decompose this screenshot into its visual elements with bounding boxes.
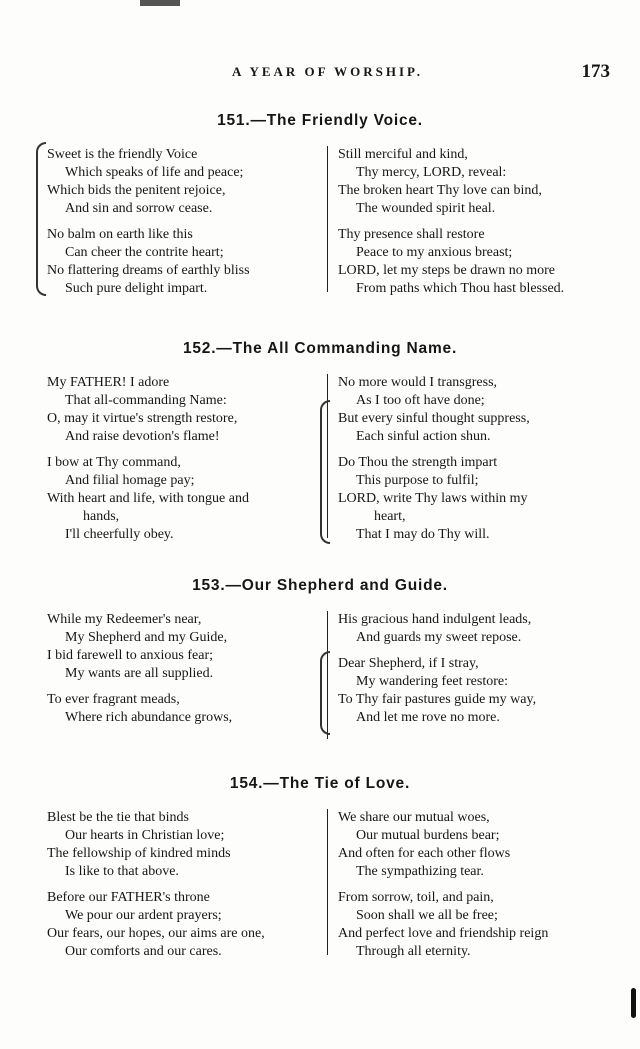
verse-line: With heart and life, with tongue and bbox=[47, 491, 249, 506]
ink-mark bbox=[631, 988, 636, 1018]
verse-line: And perfect love and friendship reign bbox=[338, 926, 549, 941]
column-divider bbox=[327, 809, 328, 955]
verse-line: O, may it virtue's strength restore, bbox=[47, 411, 238, 426]
verse-line: Dear Shepherd, if I stray, bbox=[338, 656, 479, 671]
verse-line: And often for each other flows bbox=[338, 846, 511, 861]
right-column bbox=[338, 374, 613, 544]
right-column bbox=[338, 146, 613, 298]
right-column bbox=[338, 611, 613, 727]
verse-line: To ever fragrant meads, bbox=[47, 692, 180, 707]
verse-line: Is like to that above. bbox=[65, 864, 179, 879]
verse-line: And raise devotion's flame! bbox=[65, 429, 220, 444]
verse-line: Sweet is the friendly Voice bbox=[47, 147, 198, 162]
verse-line: I bow at Thy command, bbox=[47, 455, 181, 470]
margin-bracket bbox=[36, 142, 46, 296]
verse-line: No balm on earth like this bbox=[47, 227, 193, 242]
verse-line: Which speaks of life and peace; bbox=[65, 165, 244, 180]
verse-line: While my Redeemer's near, bbox=[47, 612, 202, 627]
page-header bbox=[0, 61, 640, 88]
verse-line: To Thy fair pastures guide my way, bbox=[338, 692, 537, 707]
top-rule bbox=[140, 0, 180, 6]
verse-line: My wandering feet restore: bbox=[356, 674, 508, 689]
verse-line: Through all eternity. bbox=[356, 944, 471, 959]
left-column bbox=[47, 374, 327, 544]
right-column bbox=[338, 809, 613, 961]
verse-line: Still merciful and kind, bbox=[338, 147, 468, 162]
left-column bbox=[47, 146, 327, 298]
hymn-title: 154.—The Tie of Love. bbox=[229, 775, 411, 792]
hymn-title: 153.—Our Shepherd and Guide. bbox=[192, 577, 448, 594]
left-column bbox=[47, 809, 327, 961]
verse-line: As I too oft have done; bbox=[356, 393, 485, 408]
verse-line: My Shepherd and my Guide, bbox=[65, 630, 228, 645]
verse-line: Each sinful action shun. bbox=[356, 429, 491, 444]
verse-line: From paths which Thou hast blessed. bbox=[356, 281, 565, 296]
verse-line: Our fears, our hopes, our aims are one, bbox=[47, 926, 265, 941]
verse-line: Thy presence shall restore bbox=[338, 227, 485, 242]
verse-line: LORD, write Thy laws within my bbox=[338, 491, 528, 506]
verse-line: We share our mutual woes, bbox=[338, 810, 490, 825]
verse-line: Which bids the penitent rejoice, bbox=[47, 183, 226, 198]
page-number: 173 bbox=[581, 61, 610, 82]
hymn-title: 152.—The All Commanding Name. bbox=[182, 340, 458, 357]
verse-line: And filial homage pay; bbox=[65, 473, 195, 488]
verse-line: And guards my sweet repose. bbox=[356, 630, 522, 645]
verse-line: Such pure delight impart. bbox=[65, 281, 208, 296]
verse-line: Our hearts in Christian love; bbox=[65, 828, 225, 843]
verse-line: Our comforts and our cares. bbox=[65, 944, 222, 959]
verse-line: That all-commanding Name: bbox=[65, 393, 227, 408]
verse-line: The wounded spirit heal. bbox=[356, 201, 496, 216]
verse-line: I bid farewell to anxious fear; bbox=[47, 648, 213, 663]
verse-line: That I may do Thy will. bbox=[356, 527, 490, 542]
verse-line: Thy mercy, LORD, reveal: bbox=[356, 165, 507, 180]
verse-line: His gracious hand indulgent leads, bbox=[338, 612, 532, 627]
verse-line: No flattering dreams of earthly bliss bbox=[47, 263, 250, 278]
verse-line: Can cheer the contrite heart; bbox=[65, 245, 224, 260]
verse-line: My FATHER! I adore bbox=[47, 375, 170, 390]
running-title: A YEAR OF WORSHIP. bbox=[232, 64, 424, 79]
column-divider bbox=[327, 146, 328, 292]
verse-line: I'll cheerfully obey. bbox=[65, 527, 174, 542]
verse-line: Our mutual burdens bear; bbox=[356, 828, 500, 843]
verse-line: hands, bbox=[83, 509, 120, 524]
verse-line: We pour our ardent prayers; bbox=[65, 908, 222, 923]
verse-line: And let me rove no more. bbox=[356, 710, 500, 725]
left-column bbox=[47, 611, 327, 727]
verse-line: LORD, let my steps be drawn no more bbox=[338, 263, 555, 278]
hymn-title: 151.—The Friendly Voice. bbox=[217, 112, 423, 129]
verse-line: The sympathizing tear. bbox=[356, 864, 484, 879]
verse-line: The fellowship of kindred minds bbox=[47, 846, 231, 861]
margin-bracket bbox=[320, 400, 330, 544]
verse-line: Soon shall we all be free; bbox=[356, 908, 498, 923]
verse-line: From sorrow, toil, and pain, bbox=[338, 890, 494, 905]
verse-line: Blest be the tie that binds bbox=[47, 810, 189, 825]
margin-bracket bbox=[320, 651, 330, 735]
verse-line: The broken heart Thy love can bind, bbox=[338, 183, 542, 198]
verse-line: No more would I transgress, bbox=[338, 375, 498, 390]
verse-line: This purpose to fulfil; bbox=[356, 473, 479, 488]
verse-line: Where rich abundance grows, bbox=[65, 710, 233, 725]
verse-line: And sin and sorrow cease. bbox=[65, 201, 213, 216]
verse-line: My wants are all supplied. bbox=[65, 666, 214, 681]
verse-line: Peace to my anxious breast; bbox=[356, 245, 513, 260]
verse-line: Do Thou the strength impart bbox=[338, 455, 498, 470]
verse-line: Before our FATHER's throne bbox=[47, 890, 210, 905]
verse-line: But every sinful thought suppress, bbox=[338, 411, 530, 426]
verse-line: heart, bbox=[374, 509, 406, 524]
